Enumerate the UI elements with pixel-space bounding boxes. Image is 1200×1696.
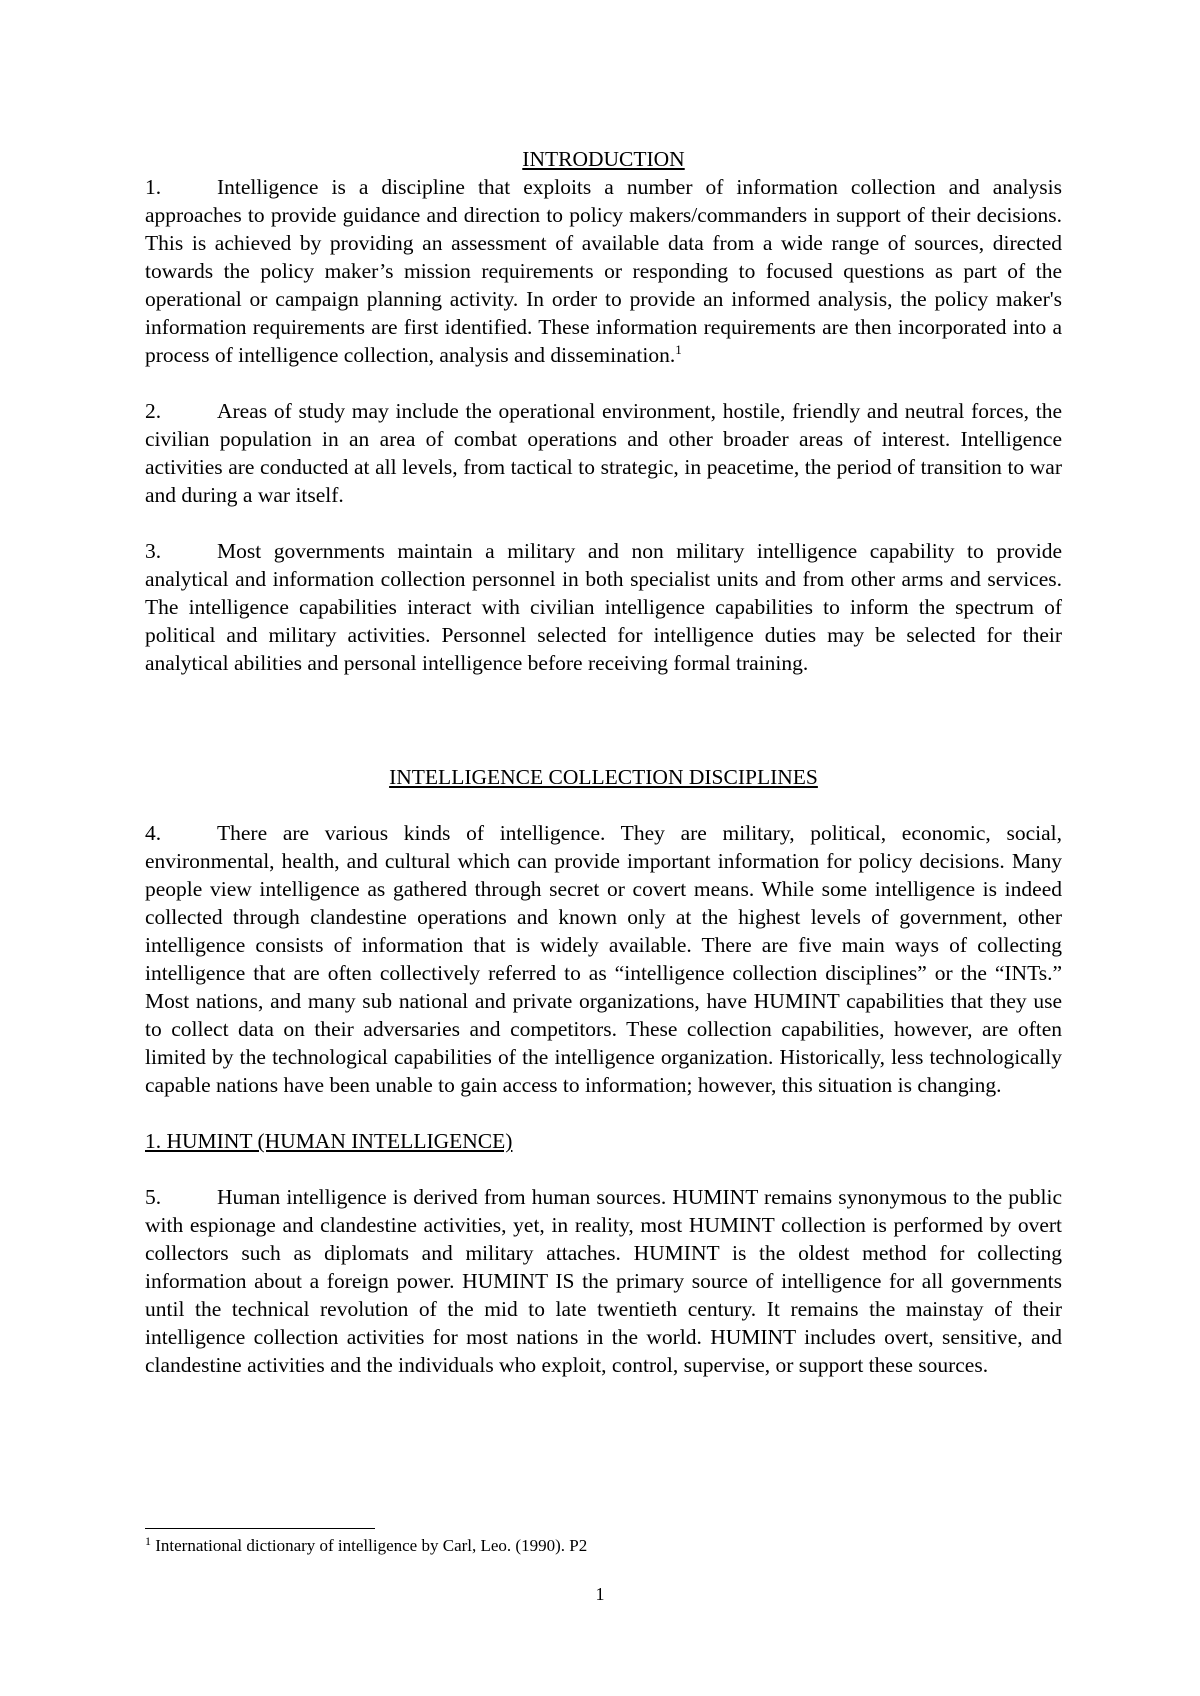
paragraph-text: Human intelligence is derived from human sources. HUMINT remains synonymous to the public with espionage and clandestine activities, yet, in reality, most HUMINT collection is performed by overt collectors such as diplomats and military attaches. HUMINT is the oldest method for collecting information about a foreign power. HUMINT IS the primary source of intelligence for all governments until the technical revolution of the mid to late twentieth century. It remains the mainstay of their intelligence collection activities for most nations in the world. HUMINT includes overt, sensitive, and clandestine activities and the individuals who exploit, control, supervise, or support these sources. — [145, 1185, 1062, 1377]
footnote-reference[interactable]: 1 — [675, 342, 682, 357]
introduction-heading: INTRODUCTION — [522, 147, 685, 171]
paragraph-2 — [145, 397, 1062, 509]
paragraph-5 — [145, 1183, 1062, 1379]
footnote-text: International dictionary of intelligence by Carl, Leo. (1990). P2 — [155, 1536, 588, 1555]
paragraph-3 — [145, 537, 1062, 677]
paragraph-number: 5. — [145, 1185, 162, 1209]
footnote-separator — [145, 1528, 375, 1529]
paragraph-number: 2. — [145, 399, 162, 423]
paragraph-text: Most governments maintain a military and non military intelligence capability to provide analytical and information collection personnel in both specialist units and from other arms and services. The intelligence capabilities interact with civilian intelligence capabilities to inform the spectrum of political and military activities. Personnel selected for intelligence duties may be selected for their analytical abilities and personal intelligence before receiving formal training. — [145, 539, 1062, 675]
paragraph-number: 1. — [145, 175, 162, 199]
paragraph-1 — [145, 173, 1062, 369]
footnote-marker: 1 — [145, 1534, 151, 1548]
paragraph-text: Intelligence is a discipline that exploits a number of information collection and analysis approaches to provide guidance and direction to policy makers/commanders in support of their decisions. This is achieved by providing an assessment of available data from a wide range of sources, directed towards the policy maker’s mission requirements or responding to focused questions as part of the operational or campaign planning activity. In order to provide an informed analysis, the policy maker's information requirements are first identified. These information requirements are then incorporated into a process of intelligence collection, analysis and dissemination. — [145, 175, 1062, 367]
paragraph-number: 3. — [145, 539, 162, 563]
humint-subheading: 1. HUMINT (HUMAN INTELLIGENCE) — [145, 1129, 513, 1153]
paragraph-number: 4. — [145, 821, 162, 845]
paragraph-text: Areas of study may include the operational environment, hostile, friendly and neutral forces, the civilian population in an area of combat operations and other broader areas of interest. Intelligence activities are conducted at all levels, from tactical to strategic, in peacetime, the period of transition to war and during a war itself. — [145, 399, 1062, 507]
footnote — [145, 1535, 587, 1557]
paragraph-4 — [145, 819, 1062, 1099]
collection-disciplines-heading: INTELLIGENCE COLLECTION DISCIPLINES — [389, 765, 818, 789]
document-body — [145, 145, 1062, 1379]
paragraph-text: There are various kinds of intelligence. They are military, political, economic, social, environmental, health, and cultural which can provide important information for policy decisions. Many people view intelligence as gathered through secret or covert means. While some intelligence is indeed collected through clandestine operations and known only at the highest levels of government, other intelligence consists of information that is widely available. There are five main ways of collecting intelligence that are often collectively referred to as “intelligence collection disciplines” or the “INTs.” Most nations, and many sub national and private organizations, have HUMINT capabilities that they use to collect data on their adversaries and competitors. These collection capabilities, however, are often limited by the technological capabilities of the intelligence organization. Historically, less technologically capable nations have been unable to gain access to information; however, this situation is changing. — [145, 821, 1062, 1097]
page-number: 1 — [595, 1584, 605, 1604]
